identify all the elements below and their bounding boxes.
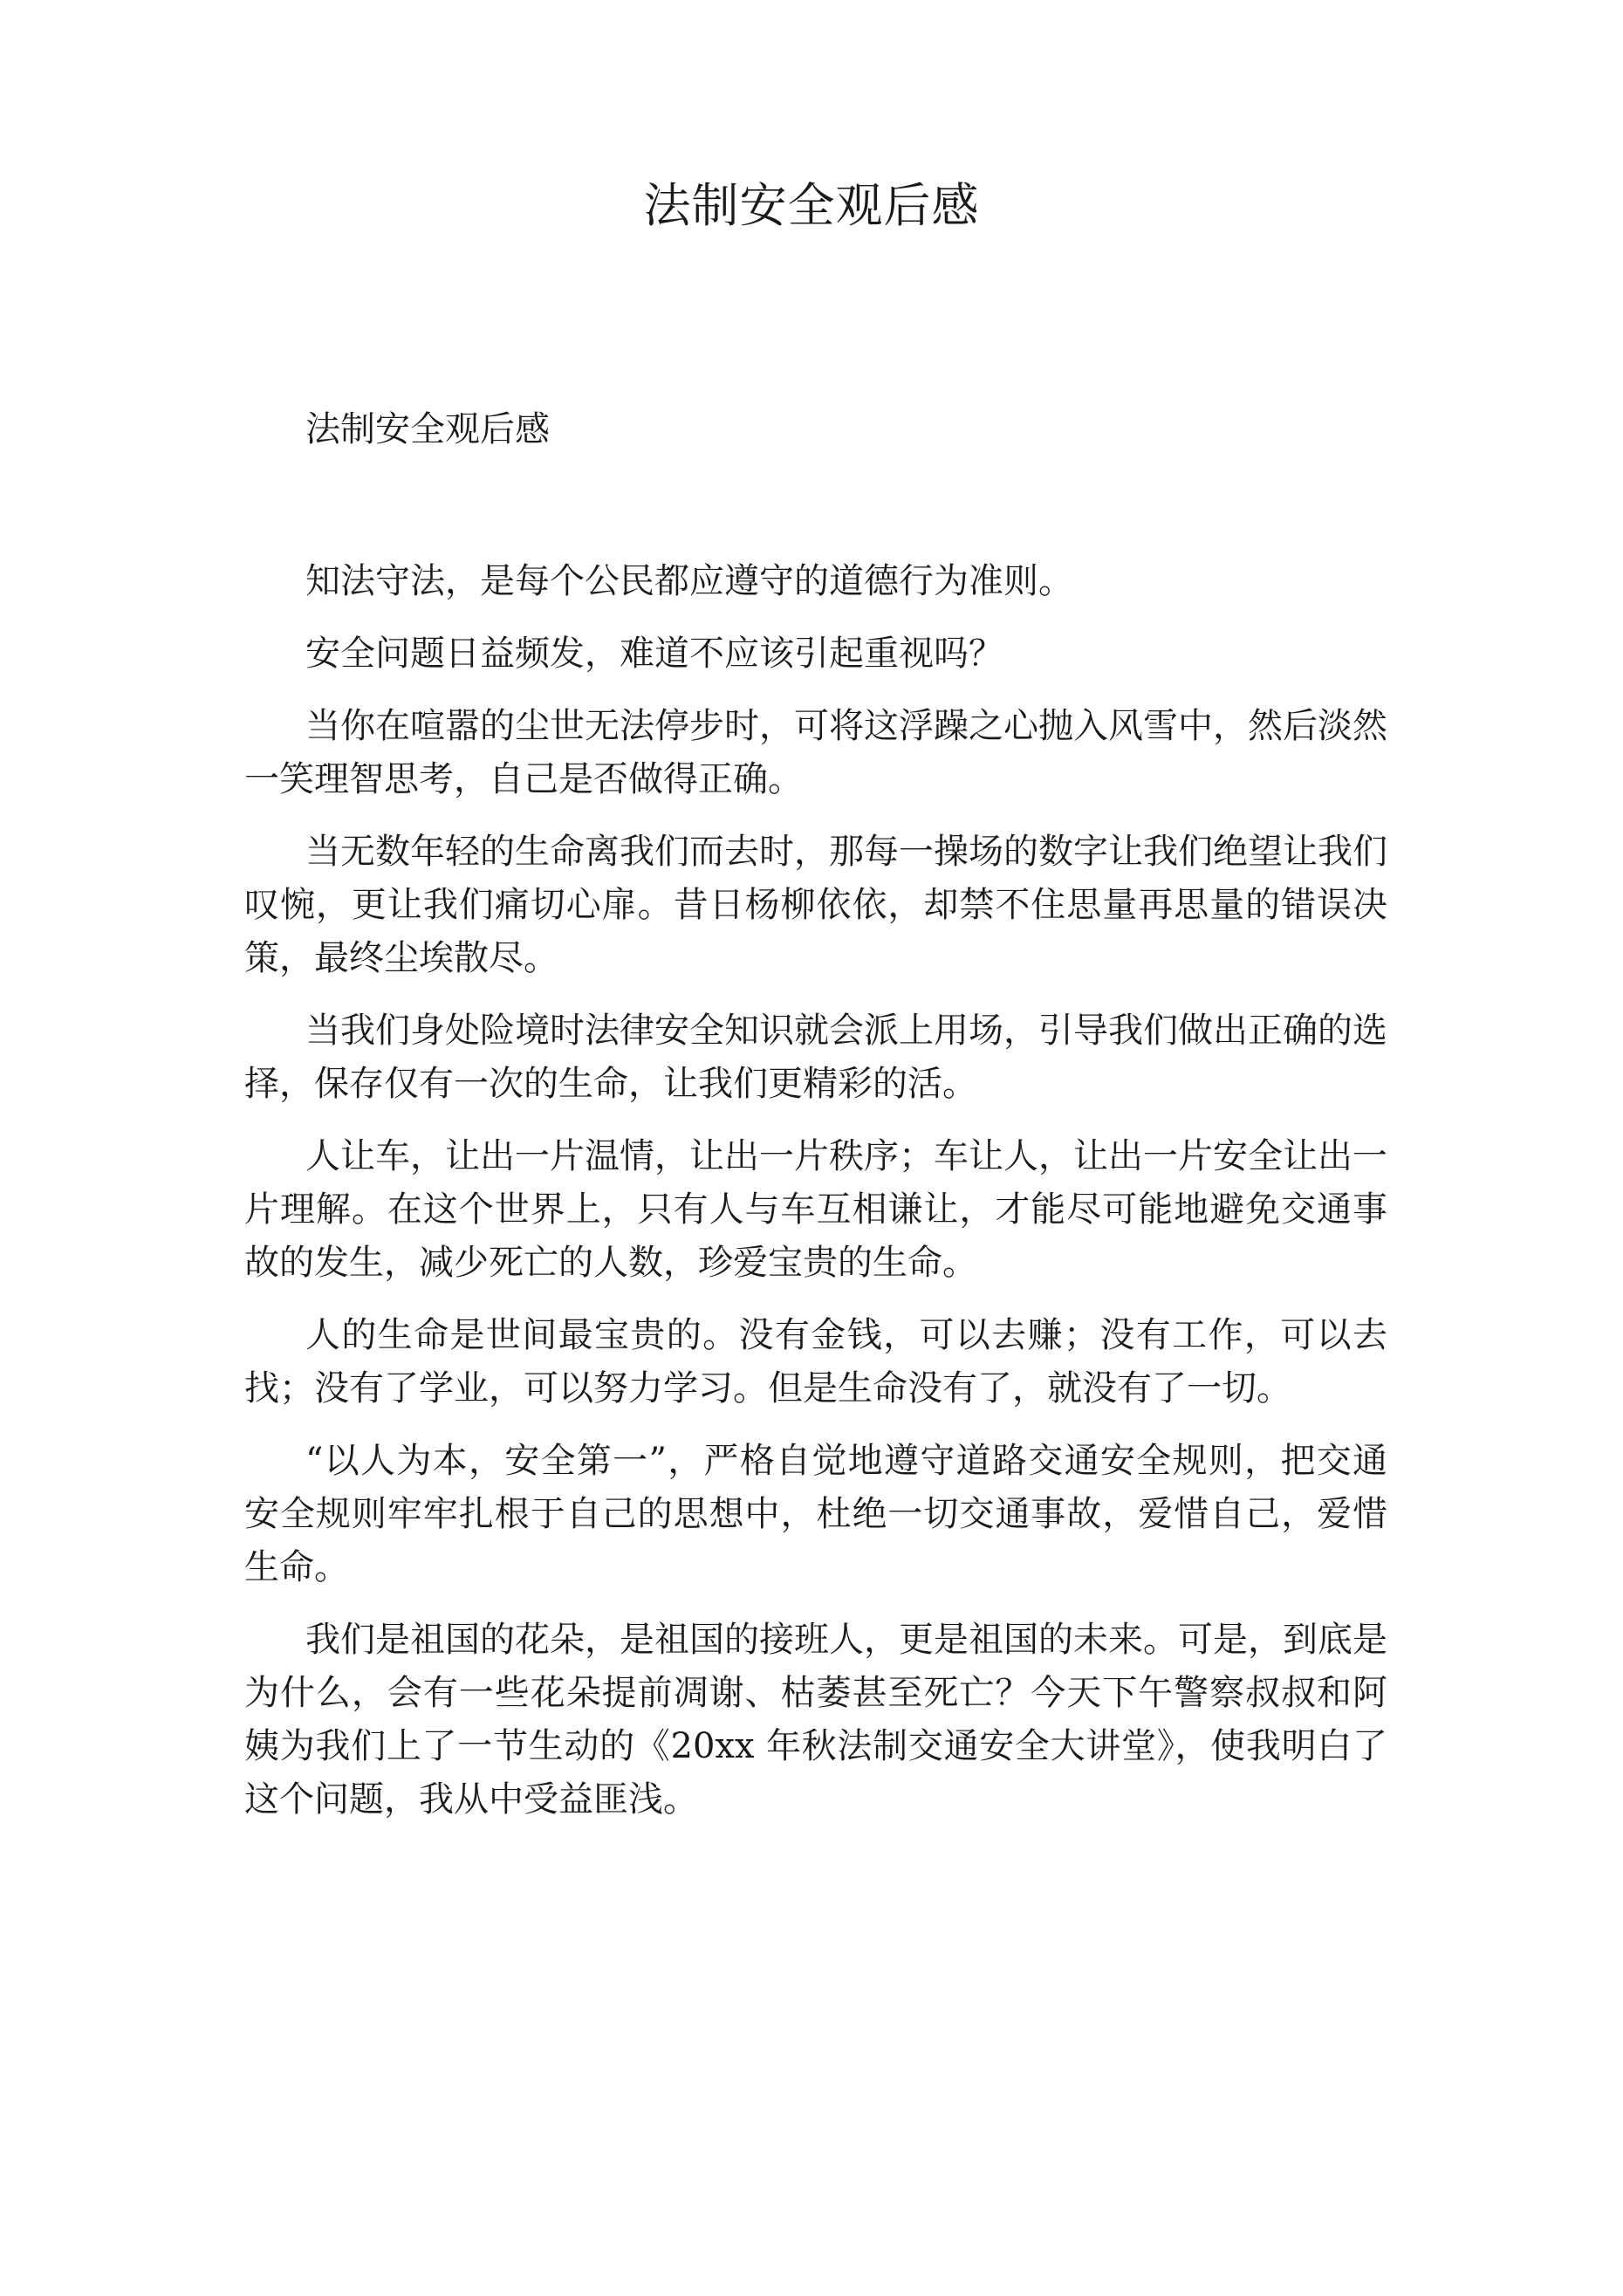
paragraph: “以人为本，安全第一”，严格自觉地遵守道路交通安全规则，把交通安全规则牢牢扎根于自己的思想中，杜绝一切交通事故，爱惜自己，爱惜生命。 <box>244 1441 1387 1587</box>
document-body <box>244 555 1387 1846</box>
paragraph: 知法守法，是每个公民都应遵守的道德行为准则。 <box>305 561 1073 601</box>
document-title: 法制安全观后感 <box>643 178 980 233</box>
paragraph: 安全问题日益频发，难道不应该引起重视吗？ <box>305 634 1003 674</box>
paragraph: 我们是祖国的花朵，是祖国的接班人，更是祖国的未来。可是，到底是为什么，会有一些花朵提前凋谢、枯萎甚至死亡？今天下午警察叔叔和阿姨为我们上了一节生动的《20xx 年秋法制交通安全大讲堂》，使我明白了这个问题，我从中受益匪浅。 <box>244 1620 1387 1820</box>
paragraph: 人的生命是世间最宝贵的。没有金钱，可以去赚；没有工作，可以去找；没有了学业，可以努力学习。但是生命没有了，就没有了一切。 <box>244 1315 1387 1408</box>
paragraph: 当你在喧嚣的尘世无法停步时，可将这浮躁之心抛入风雪中，然后淡然一笑理智思考，自己是否做得正确。 <box>244 706 1387 799</box>
paragraph: 人让车，让出一片温情，让出一片秩序；车让人，让出一片安全让出一片理解。在这个世界上，只有人与车互相谦让，才能尽可能地避免交通事故的发生，减少死亡的人数，珍爱宝贵的生命。 <box>244 1136 1387 1283</box>
document-subtitle: 法制安全观后感 <box>305 409 550 449</box>
paragraph: 当无数年轻的生命离我们而去时，那每一操场的数字让我们绝望让我们叹惋，更让我们痛切心扉。昔日杨柳依依，却禁不住思量再思量的错误决策，最终尘埃散尽。 <box>244 832 1387 978</box>
paragraph: 当我们身处险境时法律安全知识就会派上用场，引导我们做出正确的选择，保存仅有一次的生命，让我们更精彩的活。 <box>244 1011 1387 1104</box>
